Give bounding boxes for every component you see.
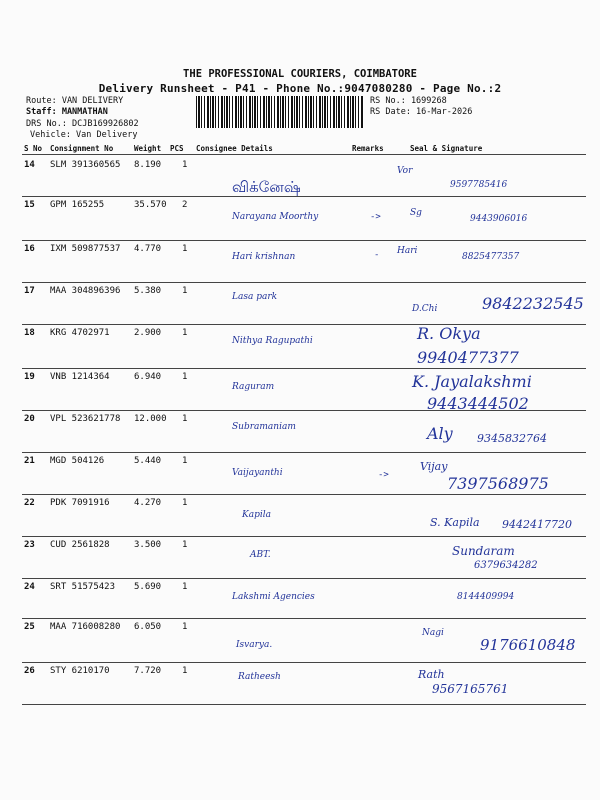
vehicle-label: Vehicle: Van Delivery (30, 130, 138, 140)
row-remark: -> (370, 212, 381, 222)
rs-date: RS Date: 16-Mar-2026 (370, 107, 473, 117)
row-sno: 15 (24, 200, 35, 210)
row-weight: 2.900 (134, 328, 162, 338)
row-pcs: 1 (182, 414, 188, 424)
row-weight: 4.770 (134, 244, 162, 254)
row-divider (22, 452, 586, 453)
row-consignment: MAA 716008280 (50, 622, 121, 632)
row-sno: 19 (24, 372, 35, 382)
row-seal: Hari (397, 246, 418, 256)
row-consignment: STY 6210170 (50, 666, 110, 676)
staff-label: Staff: MANMATHAN (26, 107, 108, 117)
row-seal: Vijay (420, 460, 448, 473)
row-seal: Sundaram (452, 544, 515, 558)
row-consignment: VPL 523621778 (50, 414, 121, 424)
row-consignee: Subramaniam (232, 422, 296, 432)
row-weight: 12.000 (134, 414, 167, 424)
row-phone: 9442417720 (502, 518, 572, 531)
col-header-sno: S No (24, 144, 43, 153)
row-seal: R. Okya (417, 324, 481, 343)
row-remark: - (374, 250, 380, 260)
row-consignment: IXM 509877537 (50, 244, 121, 254)
row-weight: 7.720 (134, 666, 162, 676)
row-consignment: PDK 7091916 (50, 498, 110, 508)
row-seal: Sg (410, 208, 422, 218)
runsheet-title: Delivery Runsheet - P41 - Phone No.:9047080280 - Page No.:2 (98, 82, 502, 95)
row-phone: 6379634282 (474, 560, 538, 571)
row-weight: 5.440 (134, 456, 162, 466)
col-header-pcs: PCS (170, 144, 184, 153)
row-pcs: 1 (182, 622, 188, 632)
col-header-consignment: Consignment No (50, 144, 114, 153)
row-weight: 4.270 (134, 498, 162, 508)
row-weight: 3.500 (134, 540, 162, 550)
row-sno: 22 (24, 498, 35, 508)
row-divider (22, 536, 586, 537)
row-consignee: Nithya Ragupathi (232, 336, 313, 346)
rs-number: RS No.: 1699268 (370, 96, 447, 106)
row-seal: Rath (418, 668, 445, 681)
row-consignment: SLM 391360565 (50, 160, 121, 170)
row-sno: 21 (24, 456, 35, 466)
row-seal: S. Kapila (430, 516, 480, 529)
col-header-remarks: Remarks (352, 144, 384, 153)
row-pcs: 1 (182, 582, 188, 592)
row-sno: 17 (24, 286, 35, 296)
row-consignee: Isvarya. (236, 640, 273, 650)
row-consignee: Lakshmi Agencies (232, 592, 315, 602)
row-consignment: SRT 51575423 (50, 582, 116, 592)
row-consignee: Lasa park (232, 292, 278, 302)
row-phone: 9567165761 (432, 682, 509, 696)
drs-number: DRS No.: DCJB169926802 (26, 119, 139, 129)
row-weight: 6.940 (134, 372, 162, 382)
row-sno: 24 (24, 582, 35, 592)
row-consignment: MAA 304896396 (50, 286, 121, 296)
row-seal: D.Chi (412, 304, 438, 314)
row-consignee: Narayana Moorthy (232, 212, 319, 222)
table-row (22, 662, 586, 718)
row-pcs: 1 (182, 286, 188, 296)
barcode (196, 96, 364, 128)
row-divider (22, 282, 586, 283)
row-consignee: ABT. (250, 550, 271, 560)
row-pcs: 1 (182, 328, 188, 338)
row-divider (22, 578, 586, 579)
row-consignee: Vaijayanthi (232, 468, 283, 478)
row-phone: 9940477377 (417, 348, 519, 367)
row-weight: 6.050 (134, 622, 162, 632)
row-divider (22, 494, 586, 495)
row-pcs: 1 (182, 372, 188, 382)
row-phone: 9443444502 (427, 394, 529, 413)
row-consignee: Hari krishnan (232, 252, 296, 262)
row-sno: 23 (24, 540, 35, 550)
row-divider (22, 704, 586, 705)
header-divider (22, 154, 586, 155)
row-consignment: KRG 4702971 (50, 328, 110, 338)
row-sno: 14 (24, 160, 35, 170)
row-divider (22, 410, 586, 411)
row-consignment: MGD 504126 (50, 456, 105, 466)
row-pcs: 1 (182, 498, 188, 508)
row-phone: 8144409994 (457, 592, 515, 602)
row-sno: 20 (24, 414, 35, 424)
row-remark: -> (378, 470, 389, 480)
row-divider (22, 662, 586, 663)
row-phone: 9842232545 (482, 294, 584, 313)
row-sno: 18 (24, 328, 35, 338)
row-sno: 16 (24, 244, 35, 254)
row-phone: 9176610848 (480, 636, 576, 654)
row-seal: K. Jayalakshmi (412, 372, 532, 391)
row-pcs: 1 (182, 244, 188, 254)
row-divider (22, 240, 586, 241)
row-consignment: VNB 1214364 (50, 372, 110, 382)
row-seal: Vor (397, 166, 413, 176)
row-phone: 9345832764 (477, 432, 547, 445)
row-consignee: விக்னேஷ் (232, 178, 301, 196)
row-weight: 8.190 (134, 160, 162, 170)
row-divider (22, 196, 586, 197)
row-divider (22, 618, 586, 619)
row-pcs: 1 (182, 456, 188, 466)
row-weight: 5.690 (134, 582, 162, 592)
route-label: Route: VAN DELIVERY (26, 96, 124, 106)
row-consignee: Raguram (232, 382, 275, 392)
row-phone: 9597785416 (450, 180, 508, 190)
row-weight: 35.570 (134, 200, 167, 210)
row-pcs: 1 (182, 160, 188, 170)
row-consignee: Ratheesh (238, 672, 281, 682)
row-pcs: 1 (182, 540, 188, 550)
row-sno: 25 (24, 622, 35, 632)
row-pcs: 1 (182, 666, 188, 676)
row-pcs: 2 (182, 200, 188, 210)
row-divider (22, 368, 586, 369)
row-consignment: CUD 2561828 (50, 540, 110, 550)
row-weight: 5.380 (134, 286, 162, 296)
row-consignment: GPM 165255 (50, 200, 105, 210)
col-header-seal: Seal & Signature (410, 144, 483, 153)
row-divider (22, 324, 586, 325)
col-header-consignee: Consignee Details (196, 144, 273, 153)
company-title: THE PROFESSIONAL COURIERS, COIMBATORE (183, 68, 417, 80)
row-phone: 7397568975 (447, 474, 549, 493)
col-header-weight: Weight (134, 144, 162, 153)
row-consignee: Kapila (242, 510, 271, 520)
row-seal: Nagi (422, 628, 444, 638)
row-phone: 8825477357 (462, 252, 520, 262)
row-phone: 9443906016 (470, 214, 528, 224)
row-sno: 26 (24, 666, 35, 676)
row-seal: Aly (427, 424, 453, 443)
